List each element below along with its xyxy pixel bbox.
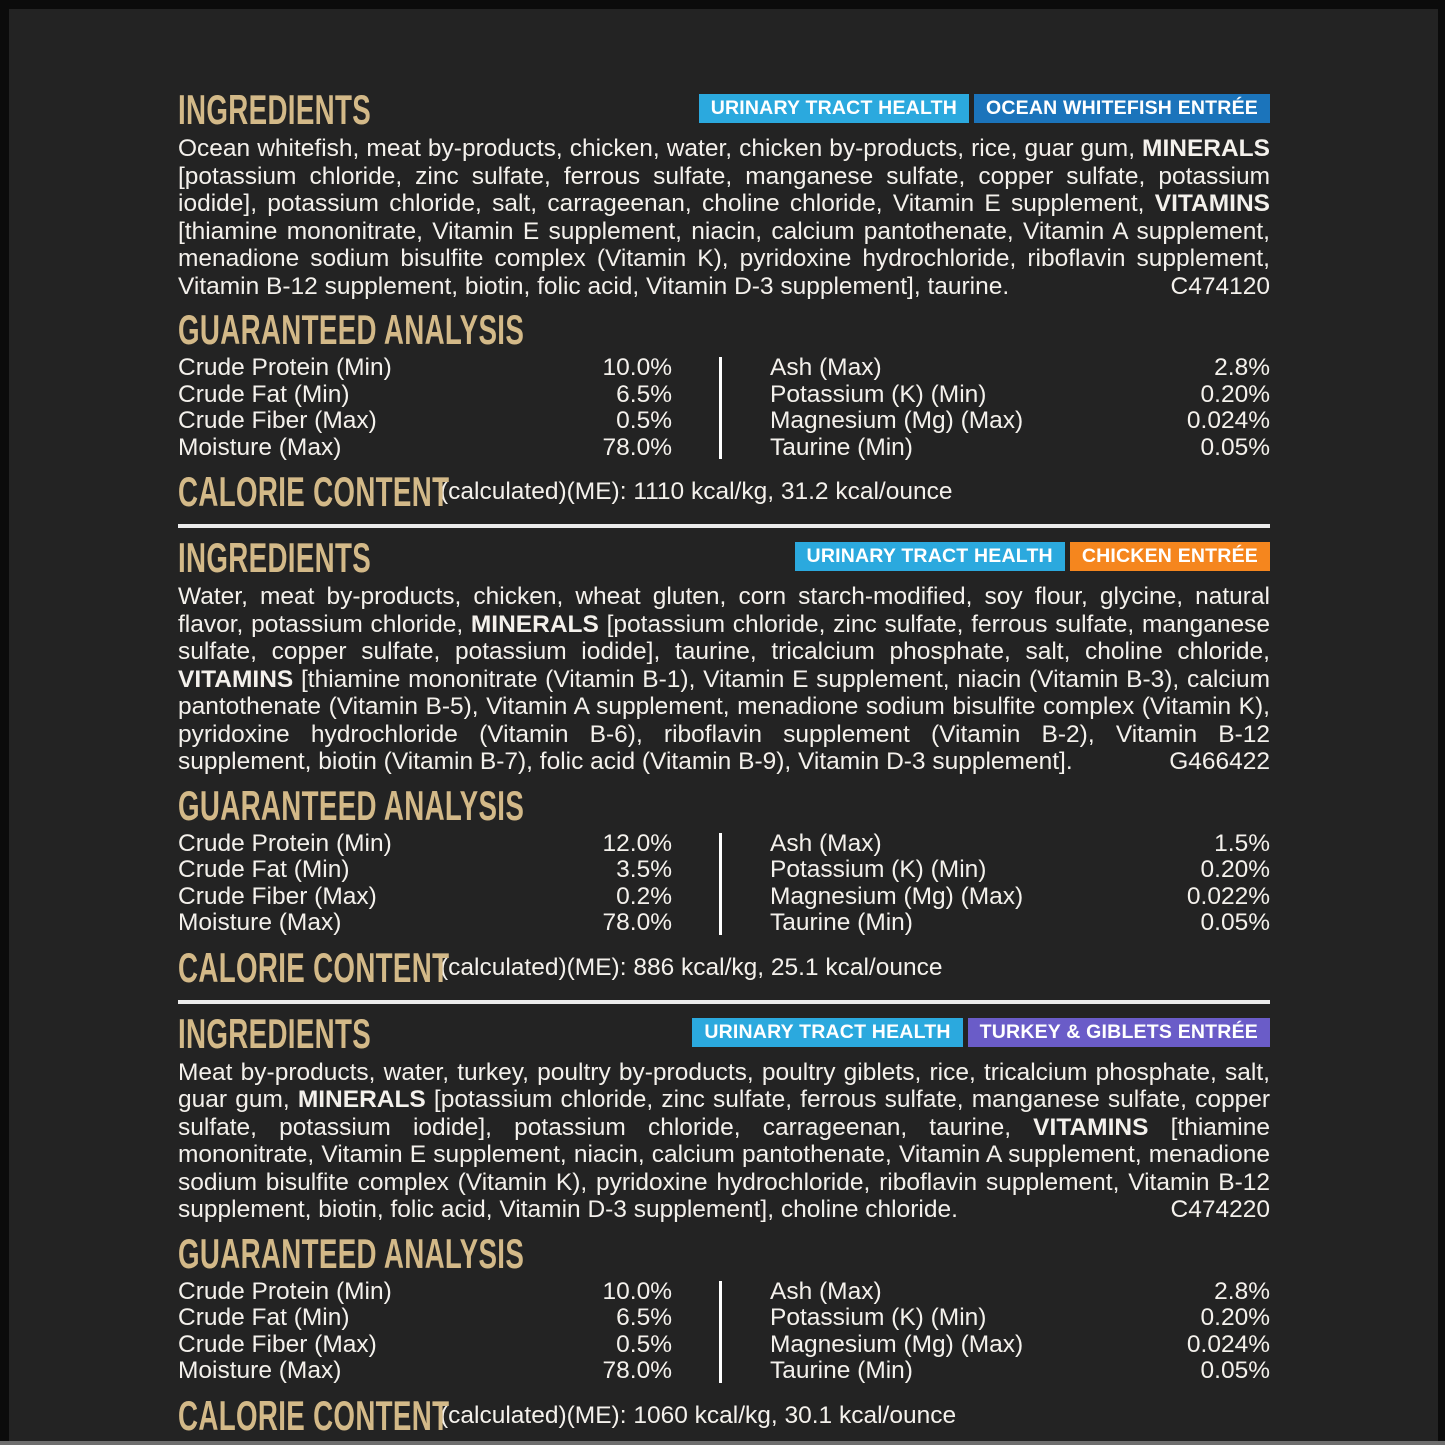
calorie-content-row	[178, 1391, 1270, 1439]
guaranteed-analysis-heading: GUARANTEED ANALYSIS	[178, 1229, 525, 1277]
ga-nutrient-label: Ash (Max)	[770, 1277, 882, 1305]
ga-row	[770, 831, 1270, 858]
ga-row	[770, 1332, 1270, 1359]
calorie-content-row	[178, 468, 1270, 515]
ingredients-bold-term: VITAMINS	[1033, 1113, 1149, 1141]
guaranteed-analysis-heading-block	[178, 306, 1270, 353]
ingredients-text-segment: [thiamine mononitrate, Vitamin E supplement, niacin, calcium pantothenate, Vitamin A supplement, menadione sodium bisulfite complex (Vitamin K), pyridoxine hydrochloride, riboflavin supplement, Vitamin B-12 supplement, biotin, folic acid, Vitamin D-3 supplement], choline chloride.	[178, 1113, 1270, 1223]
ga-row	[178, 355, 672, 382]
ga-nutrient-value: 0.5%	[616, 407, 672, 434]
ga-nutrient-value: 0.20%	[1200, 1304, 1270, 1331]
calorie-content-row	[178, 943, 1270, 991]
badge-group	[795, 542, 1270, 571]
ga-row	[178, 857, 672, 884]
ingredients-heading: INGREDIENTS	[178, 86, 372, 133]
section-divider	[178, 524, 1270, 528]
ga-nutrient-value: 0.5%	[616, 1330, 672, 1358]
formula-code: C474120	[1170, 272, 1270, 300]
ga-nutrient-value: 0.05%	[1200, 1357, 1270, 1384]
ga-nutrient-value: 0.022%	[1186, 882, 1270, 910]
ga-nutrient-label: Crude Protein (Min)	[178, 1277, 392, 1305]
guaranteed-analysis-table	[178, 831, 1270, 937]
ga-nutrient-label: Magnesium (Mg) (Max)	[770, 882, 1024, 910]
calorie-content-value: (calculated)(ME): 1110 kcal/kg, 31.2 kcal/ounce	[440, 478, 953, 505]
guaranteed-analysis-heading: GUARANTEED ANALYSIS	[178, 306, 525, 353]
ga-nutrient-value: 12.0%	[602, 829, 672, 857]
guaranteed-analysis-table	[178, 355, 1270, 461]
ga-row	[770, 355, 1270, 382]
ga-row	[770, 1279, 1270, 1306]
ga-nutrient-label: Magnesium (Mg) (Max)	[770, 407, 1024, 434]
section-header	[178, 1009, 1270, 1057]
ga-nutrient-label: Taurine (Min)	[770, 909, 913, 936]
calorie-content-heading: CALORIE CONTENT	[178, 468, 450, 515]
ingredients-text-segment: [potassium chloride, zinc sulfate, ferrous sulfate, manganese sulfate, copper sulfate, potassium iodide], potassium chloride, salt, carrageenan, choline chloride, Vitamin E supplement,	[178, 162, 1270, 217]
ga-row	[770, 884, 1270, 911]
badge-urinary-tract-health: URINARY TRACT HEALTH	[692, 1018, 962, 1047]
ga-nutrient-value: 0.05%	[1200, 909, 1270, 936]
ga-nutrient-label: Ash (Max)	[770, 829, 882, 857]
ga-column-divider	[719, 1281, 722, 1383]
badge-urinary-tract-health: URINARY TRACT HEALTH	[795, 542, 1065, 571]
ga-nutrient-value: 6.5%	[616, 1304, 672, 1331]
ga-row	[770, 1305, 1270, 1332]
ingredients-text-segment: Water, meat by-products, chicken, wheat gluten, corn starch-modified, soy flour, glycine, natural flavor, potassium chloride,	[178, 583, 1270, 638]
ga-right-column	[770, 1279, 1270, 1385]
ga-row	[770, 1358, 1270, 1385]
calorie-content-heading-wrap	[178, 943, 450, 991]
ga-row	[178, 1305, 672, 1332]
ingredients-text	[178, 583, 1270, 776]
ga-nutrient-label: Taurine (Min)	[770, 1357, 913, 1384]
badge-ocean-whitefish-entr-e: OCEAN WHITEFISH ENTRÉE	[974, 94, 1270, 123]
ga-nutrient-value: 78.0%	[602, 1357, 672, 1384]
ingredients-text-segment: Ocean whitefish, meat by-products, chicken, water, chicken by-products, rice, guar gum,	[178, 135, 1143, 162]
ga-nutrient-value: 0.20%	[1200, 380, 1270, 408]
ga-nutrient-label: Moisture (Max)	[178, 433, 342, 461]
ga-row	[178, 831, 672, 858]
ingredients-bold-term: MINERALS	[297, 1086, 426, 1113]
ga-left-column	[178, 355, 672, 461]
ingredients-bold-term: MINERALS	[470, 610, 599, 638]
ga-nutrient-value: 78.0%	[602, 433, 672, 461]
ga-nutrient-value: 6.5%	[616, 380, 672, 408]
ga-nutrient-label: Crude Protein (Min)	[178, 354, 392, 381]
ingredients-text-segment: [potassium chloride, zinc sulfate, ferrous sulfate, manganese sulfate, copper sulfate, potassium iodide], taurine, tricalcium phosphate, salt, choline chloride,	[178, 610, 1271, 665]
ga-left-column	[178, 831, 672, 937]
ga-nutrient-value: 0.05%	[1200, 433, 1270, 461]
ga-nutrient-label: Crude Fat (Min)	[178, 1304, 350, 1331]
ga-nutrient-value: 10.0%	[602, 1277, 672, 1305]
ingredients-heading: INGREDIENTS	[178, 534, 372, 581]
ga-nutrient-label: Moisture (Max)	[178, 1357, 342, 1384]
section-header	[178, 86, 1270, 133]
calorie-content-heading: CALORIE CONTENT	[178, 1391, 450, 1439]
ga-nutrient-value: 2.8%	[1214, 354, 1270, 381]
ga-nutrient-label: Crude Fiber (Max)	[178, 407, 377, 434]
ga-row	[178, 435, 672, 462]
calorie-content-value: (calculated)(ME): 886 kcal/kg, 25.1 kcal/ounce	[440, 953, 943, 981]
ga-nutrient-label: Crude Protein (Min)	[178, 829, 392, 857]
formula-code: G466422	[1169, 748, 1270, 775]
badge-group	[699, 94, 1270, 123]
ga-nutrient-label: Crude Fiber (Max)	[178, 882, 377, 910]
product-section-2	[178, 534, 1271, 1004]
label-content	[178, 86, 1271, 1439]
ingredients-text-segment: [thiamine mononitrate, Vitamin E supplement, niacin, calcium pantothenate, Vitamin A supplement, menadione sodium bisulfite complex (Vitamin K), pyridoxine hydrochloride, riboflavin supplement, Vitamin B-12 supplement, biotin, folic acid, Vitamin D-3 supplement], taurine.	[178, 217, 1270, 300]
label-panel	[9, 9, 1438, 1441]
ga-nutrient-value: 0.024%	[1186, 407, 1270, 434]
ingredients-text	[178, 1059, 1270, 1224]
ga-row	[178, 382, 672, 409]
ga-row	[770, 408, 1270, 435]
ga-row	[178, 1358, 672, 1385]
ga-nutrient-label: Crude Fat (Min)	[178, 856, 350, 883]
ga-row	[770, 382, 1270, 409]
ingredients-text-segment: Meat by-products, water, turkey, poultry by-products, poultry giblets, rice, tricalcium phosphate, salt, guar gum,	[178, 1058, 1270, 1113]
ingredients-heading: INGREDIENTS	[178, 1009, 372, 1057]
product-section-1	[178, 86, 1270, 528]
ga-column-divider	[719, 833, 722, 935]
ga-nutrient-label: Crude Fiber (Max)	[178, 1330, 377, 1358]
ga-nutrient-value: 0.2%	[616, 882, 672, 910]
ga-row	[178, 408, 672, 435]
ga-nutrient-label: Crude Fat (Min)	[178, 380, 350, 408]
ga-nutrient-value: 10.0%	[602, 354, 672, 381]
ga-nutrient-label: Magnesium (Mg) (Max)	[770, 1330, 1024, 1358]
ga-nutrient-label: Potassium (K) (Min)	[770, 380, 987, 408]
badge-turkey-giblets-entr-e: TURKEY & GIBLETS ENTRÉE	[968, 1018, 1270, 1047]
calorie-content-heading-wrap	[178, 1391, 450, 1439]
section-header	[178, 534, 1270, 581]
ga-row	[770, 857, 1270, 884]
ga-nutrient-value: 3.5%	[616, 856, 672, 883]
ga-right-column	[770, 355, 1270, 461]
ga-row	[770, 435, 1270, 462]
section-divider	[178, 1000, 1270, 1004]
guaranteed-analysis-heading: GUARANTEED ANALYSIS	[178, 781, 525, 829]
ga-right-column	[770, 831, 1270, 937]
ga-nutrient-label: Potassium (K) (Min)	[770, 856, 987, 883]
ga-nutrient-label: Taurine (Min)	[770, 433, 913, 461]
ga-nutrient-value: 78.0%	[602, 909, 672, 936]
ingredients-bold-term: VITAMINS	[1154, 190, 1270, 217]
ingredients-text-segment: [thiamine mononitrate (Vitamin B-1), Vitamin E supplement, niacin (Vitamin B-3), calcium pantothenate (Vitamin B-5), Vitamin A supplement, menadione sodium bisulfite complex (Vitamin K), pyridoxine hydrochloride (Vitamin B-6), riboflavin supplement (Vitamin B-2), Vitamin B-12 supplement, biotin (Vitamin B-7), folic acid (Vitamin B-9), Vitamin D-3 supplement].	[178, 665, 1270, 775]
ga-nutrient-value: 2.8%	[1214, 1277, 1270, 1305]
badge-urinary-tract-health: URINARY TRACT HEALTH	[699, 94, 969, 123]
calorie-content-value: (calculated)(ME): 1060 kcal/kg, 30.1 kcal/ounce	[440, 1401, 957, 1429]
ingredients-text-segment: [potassium chloride, zinc sulfate, ferrous sulfate, manganese sulfate, copper sulfate, potassium iodide], potassium chloride, carrageenan, taurine,	[178, 1086, 1270, 1141]
ga-nutrient-value: 1.5%	[1214, 829, 1270, 857]
calorie-content-heading-wrap	[178, 468, 450, 515]
ingredients-bold-term: VITAMINS	[178, 665, 294, 693]
ingredients-bold-term: MINERALS	[1142, 135, 1270, 162]
ga-row	[178, 910, 672, 937]
ga-row	[178, 884, 672, 911]
guaranteed-analysis-table	[178, 1279, 1270, 1385]
ga-row	[178, 1332, 672, 1359]
guaranteed-analysis-heading-block	[178, 1229, 1270, 1277]
ga-nutrient-value: 0.20%	[1200, 856, 1270, 883]
ga-row	[178, 1279, 672, 1306]
badge-group	[692, 1018, 1270, 1047]
ga-nutrient-label: Ash (Max)	[770, 354, 882, 381]
ingredients-text	[178, 135, 1270, 300]
ga-nutrient-label: Potassium (K) (Min)	[770, 1304, 987, 1331]
ga-nutrient-label: Moisture (Max)	[178, 909, 342, 936]
ga-left-column	[178, 1279, 672, 1385]
ga-column-divider	[719, 357, 722, 459]
ga-row	[770, 910, 1270, 937]
product-section-3	[178, 1009, 1270, 1439]
guaranteed-analysis-heading-block	[178, 781, 1270, 829]
calorie-content-heading: CALORIE CONTENT	[178, 943, 450, 991]
formula-code: C474220	[1170, 1196, 1270, 1223]
badge-chicken-entr-e: CHICKEN ENTRÉE	[1070, 542, 1270, 571]
ga-nutrient-value: 0.024%	[1186, 1330, 1270, 1358]
